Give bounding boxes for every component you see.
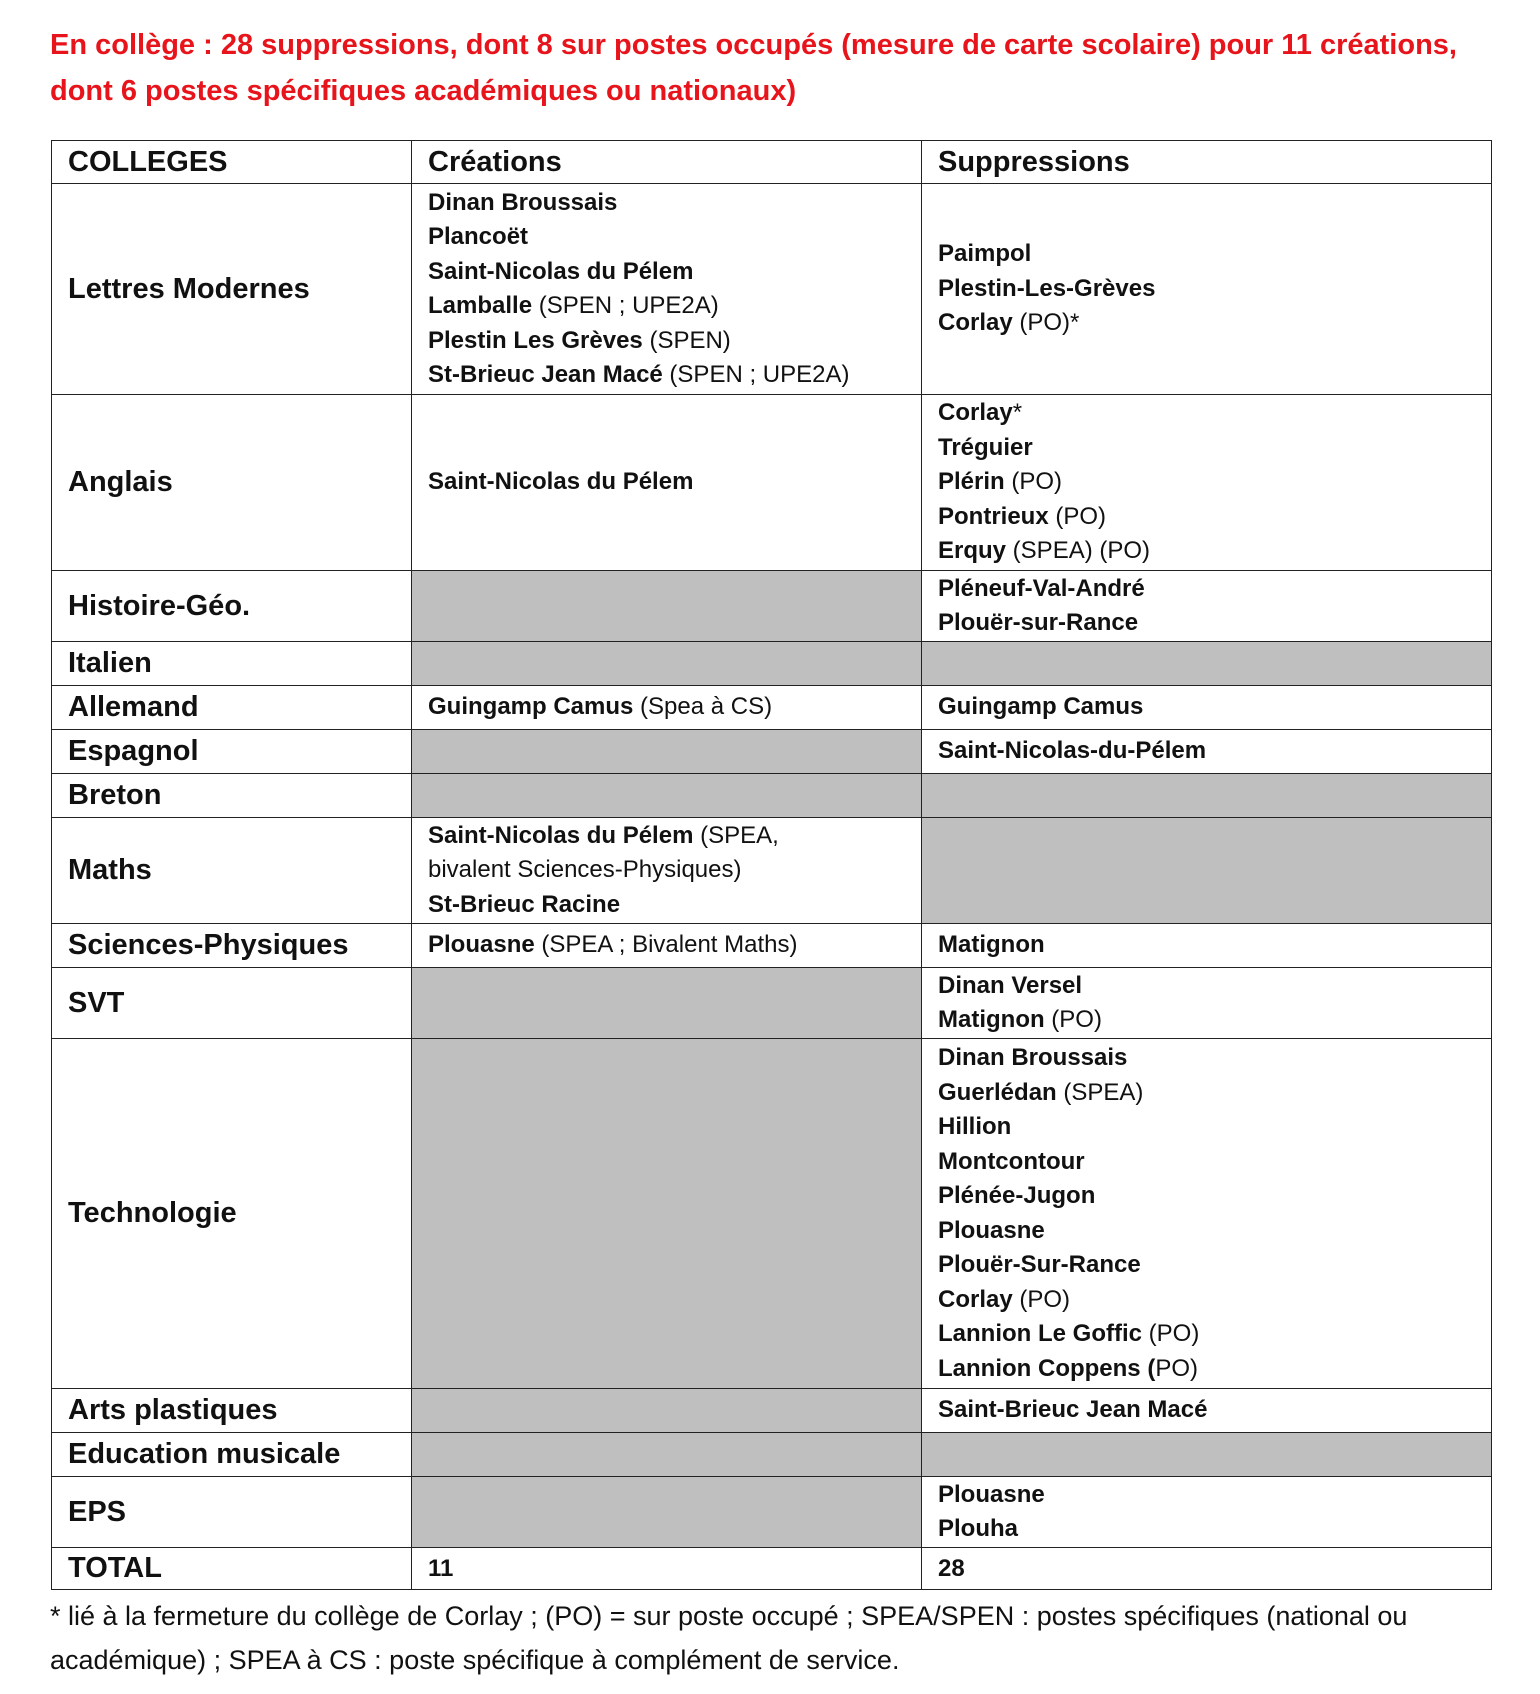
school-name: Saint-Nicolas du Pélem — [428, 257, 694, 285]
school-name: Plénée-Jugon — [938, 1182, 1096, 1209]
table-row — [52, 730, 1492, 774]
school-name: Plouasne — [938, 1480, 1045, 1508]
school-name: Plestin Les Grèves — [428, 326, 643, 354]
suppressions-cell — [922, 774, 1492, 818]
school-name: Corlay — [938, 309, 1013, 337]
suppressions-cell — [922, 1433, 1492, 1477]
list-item — [428, 928, 905, 963]
list-item — [428, 289, 905, 324]
school-name: Saint-Brieuc Jean Macé — [938, 1396, 1208, 1424]
list-item — [938, 1214, 1475, 1249]
creations-cell — [412, 968, 922, 1039]
subject-cell: Lettres Modernes — [52, 184, 412, 395]
school-note: bivalent Sciences-Physiques) — [428, 856, 742, 884]
school-name: Saint-Nicolas du Pélem — [428, 468, 694, 496]
list-item — [938, 1478, 1475, 1513]
list-item — [428, 819, 905, 854]
header-suppressions: Suppressions — [922, 141, 1492, 184]
suppressions-cell — [922, 818, 1492, 924]
school-name: Hillion — [938, 1113, 1012, 1140]
suppressions-cell — [922, 1389, 1492, 1433]
school-name: Plouasne — [938, 1216, 1045, 1244]
list-item — [938, 431, 1475, 466]
suppressions-cell — [922, 968, 1492, 1039]
table-row — [52, 571, 1492, 642]
table-row — [52, 395, 1492, 571]
list-item — [428, 220, 905, 255]
list-item — [428, 186, 905, 221]
creations-cell — [412, 1433, 922, 1477]
list-item — [938, 1003, 1475, 1038]
list-item — [938, 272, 1475, 307]
school-name: Lannion Le Goffic — [938, 1320, 1142, 1347]
header-row — [52, 141, 1492, 184]
suppressions-cell — [922, 642, 1492, 686]
header-creations: Créations — [412, 141, 922, 184]
suppressions-cell — [922, 730, 1492, 774]
school-name: St-Brieuc Racine — [428, 890, 621, 918]
school-name: Saint-Nicolas du Pélem — [428, 821, 694, 849]
school-note: (PO) — [1012, 1285, 1071, 1313]
subject-cell: Education musicale — [52, 1433, 412, 1477]
school-note: PO) — [1155, 1354, 1198, 1382]
suppressions-cell — [922, 924, 1492, 968]
list-item — [938, 306, 1475, 341]
subject-cell: Espagnol — [52, 730, 412, 774]
postes-table — [51, 140, 1492, 1590]
creations-cell — [412, 774, 922, 818]
list-item — [938, 1179, 1475, 1214]
list-item — [938, 1076, 1475, 1111]
school-name: Tréguier — [938, 433, 1033, 461]
table-row — [52, 184, 1492, 395]
footnote: * lié à la fermeture du collège de Corlay ; (PO) = sur poste occupé ; SPEA/SPEN : postes spécifiques (national ou académique) ; SPEA à CS : poste spécifique à complément de service. — [50, 1601, 1408, 1675]
school-note: (SPEA, — [693, 821, 779, 849]
creations-cell — [412, 818, 922, 924]
table-body — [52, 184, 1492, 1548]
header-colleges: COLLEGES — [52, 141, 412, 184]
page-heading: En collège : 28 suppressions, dont 8 sur postes occupés (mesure de carte scolaire) pour 11 créations, dont 6 postes spécifiques académiques ou nationaux) — [50, 29, 1457, 107]
school-name: Plouër-Sur-Rance — [938, 1251, 1141, 1278]
table-row — [52, 774, 1492, 818]
list-item — [938, 534, 1475, 569]
table-row — [52, 924, 1492, 968]
school-name: Plouër-sur-Rance — [938, 609, 1139, 636]
school-note: (PO)* — [1012, 309, 1080, 337]
list-item — [428, 853, 905, 888]
subject-cell: Histoire-Géo. — [52, 571, 412, 642]
school-note: (PO) — [1004, 468, 1063, 496]
list-item — [938, 500, 1475, 535]
school-note: (PO) — [1048, 502, 1107, 530]
subject-cell: Breton — [52, 774, 412, 818]
subject-cell: Arts plastiques — [52, 1389, 412, 1433]
school-note: (SPEN ; UPE2A) — [532, 292, 719, 319]
creations-cell — [412, 686, 922, 730]
school-name: Guingamp Camus — [938, 693, 1144, 721]
school-name: Plérin — [938, 468, 1005, 496]
school-note: * — [1012, 399, 1023, 427]
school-name: Dinan Broussais — [428, 188, 618, 216]
list-item — [938, 572, 1475, 607]
list-item — [428, 358, 905, 393]
list-item — [938, 465, 1475, 500]
suppressions-cell — [922, 1039, 1492, 1389]
list-item — [938, 969, 1475, 1004]
subject-cell: Technologie — [52, 1039, 412, 1389]
list-item — [938, 1317, 1475, 1352]
creations-cell — [412, 924, 922, 968]
table-row — [52, 686, 1492, 730]
subject-cell: Allemand — [52, 686, 412, 730]
creations-cell — [412, 184, 922, 395]
suppressions-cell — [922, 184, 1492, 395]
list-item — [938, 1352, 1475, 1387]
list-item — [938, 928, 1475, 963]
school-name: Saint-Nicolas-du-Pélem — [938, 737, 1207, 765]
school-name: Plestin-Les-Grèves — [938, 274, 1156, 302]
school-note: (PO) — [1044, 1006, 1102, 1033]
suppressions-cell — [922, 1477, 1492, 1548]
list-item — [938, 1110, 1475, 1145]
school-name: Plancoët — [428, 223, 529, 250]
suppressions-cell — [922, 571, 1492, 642]
table-row — [52, 1389, 1492, 1433]
subject-cell: SVT — [52, 968, 412, 1039]
list-item — [938, 690, 1475, 725]
list-item — [938, 1248, 1475, 1283]
school-name: Corlay — [938, 399, 1013, 427]
school-name: Matignon — [938, 1006, 1045, 1033]
list-item — [938, 734, 1475, 769]
school-note: (Spea à CS) — [633, 693, 773, 721]
creations-cell — [412, 571, 922, 642]
list-item — [428, 465, 905, 500]
school-name: Plouha — [938, 1515, 1019, 1542]
table-row — [52, 1477, 1492, 1548]
school-name: Guingamp Camus — [428, 693, 634, 721]
school-name: Lannion Coppens ( — [938, 1354, 1156, 1382]
school-note: (SPEN ; UPE2A) — [662, 361, 850, 388]
list-item — [938, 606, 1475, 641]
subject-cell: EPS — [52, 1477, 412, 1548]
creations-cell — [412, 1389, 922, 1433]
school-name: Dinan Broussais — [938, 1044, 1128, 1071]
list-item — [938, 1512, 1475, 1547]
school-note: (SPEA) (PO) — [1006, 537, 1151, 565]
list-item — [428, 324, 905, 359]
subject-cell: Anglais — [52, 395, 412, 571]
school-note: (SPEA) — [1056, 1078, 1144, 1106]
list-item — [938, 396, 1475, 431]
school-name: Corlay — [938, 1285, 1013, 1313]
school-name: Pléneuf-Val-André — [938, 574, 1145, 602]
school-name: Dinan Versel — [938, 971, 1083, 999]
table-row — [52, 968, 1492, 1039]
school-note: (SPEN) — [642, 326, 731, 354]
subject-cell: Italien — [52, 642, 412, 686]
school-name: Guerlédan — [938, 1078, 1057, 1106]
creations-cell — [412, 642, 922, 686]
school-name: Erquy — [938, 537, 1007, 565]
list-item — [428, 255, 905, 290]
creations-cell — [412, 1039, 922, 1389]
list-item — [938, 1041, 1475, 1076]
school-name: Plouasne — [428, 931, 535, 959]
list-item — [938, 237, 1475, 272]
list-item — [428, 888, 905, 923]
school-note: (PO) — [1142, 1320, 1200, 1347]
suppressions-cell — [922, 395, 1492, 571]
list-item — [428, 690, 905, 725]
table-row — [52, 642, 1492, 686]
creations-cell — [412, 730, 922, 774]
total-creations: 11 — [412, 1548, 922, 1590]
total-row — [52, 1548, 1492, 1590]
creations-cell — [412, 395, 922, 571]
school-name: Pontrieux — [938, 502, 1049, 530]
list-item — [938, 1145, 1475, 1180]
table-row — [52, 1039, 1492, 1389]
subject-cell: Sciences-Physiques — [52, 924, 412, 968]
school-name: Matignon — [938, 931, 1045, 959]
school-name: Lamballe — [428, 292, 533, 319]
total-label: TOTAL — [52, 1548, 412, 1590]
table-row — [52, 818, 1492, 924]
school-note: (SPEA ; Bivalent Maths) — [534, 931, 798, 959]
table-row — [52, 1433, 1492, 1477]
creations-cell — [412, 1477, 922, 1548]
list-item — [938, 1393, 1475, 1428]
list-item — [938, 1283, 1475, 1318]
subject-cell: Maths — [52, 818, 412, 924]
suppressions-cell — [922, 686, 1492, 730]
school-name: Paimpol — [938, 240, 1032, 268]
total-suppressions: 28 — [922, 1548, 1492, 1590]
school-name: St-Brieuc Jean Macé — [428, 361, 663, 388]
school-name: Montcontour — [938, 1147, 1085, 1175]
